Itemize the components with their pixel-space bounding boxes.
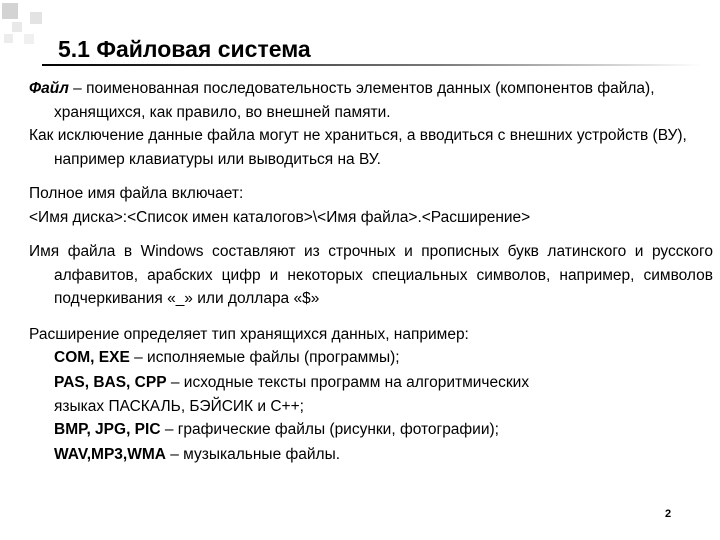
extension-item [29, 371, 713, 396]
exception-text: Как исключение данные файла могут не храниться, а вводиться с внешних устройств (ВУ), например клавиатуры или выводиться на ВУ. [29, 127, 687, 168]
extension-description: – музыкальные файлы. [165, 445, 341, 463]
title-underline [42, 64, 702, 76]
term-file: Файл [29, 80, 69, 97]
extension-intro: Расширение определяет тип хранящихся данных, например: [29, 325, 469, 343]
extension-item-continuation [29, 395, 713, 418]
extension-item [29, 346, 713, 371]
extension-codes: PAS, BAS, CPP [54, 373, 167, 391]
extension-description: языках ПАСКАЛЬ, БЭЙСИК и С++; [54, 398, 304, 415]
extension-item [29, 443, 713, 468]
slide-body [29, 77, 713, 467]
extension-description: – исполняемые файлы (программы); [129, 349, 400, 366]
definition-text: – поименованная последовательность элементов данных (компонентов файла), хранящихся, как правило, во внешней памяти. [54, 80, 655, 121]
extension-codes: BMP, JPG, PIC [54, 421, 161, 438]
extension-description: – исходные тексты программ на алгоритмических [166, 373, 530, 391]
windows-names-text: Имя файла в Windows составляют из строчных и прописных букв латинского и русского алфавитов, арабских цифр и некоторых специальных символов, например, символов подчеркивания «_» или доллара «$» [29, 243, 713, 307]
full-name-intro: Полное имя файла включает: [29, 185, 244, 202]
page-number: 2 [665, 508, 672, 520]
extension-item [29, 418, 713, 443]
file-definition [29, 77, 713, 124]
slide-title: 5.1 Файловая система [58, 36, 311, 62]
extension-description: – графические файлы (рисунки, фотографии); [160, 421, 499, 438]
extension-codes: COM, EXE [54, 349, 130, 366]
extension-codes: WAV,MP3,WMA [54, 445, 166, 463]
full-name-pattern: <Имя диска>:<Список имен каталогов>\<Имя файла>.<Расширение> [29, 208, 531, 226]
